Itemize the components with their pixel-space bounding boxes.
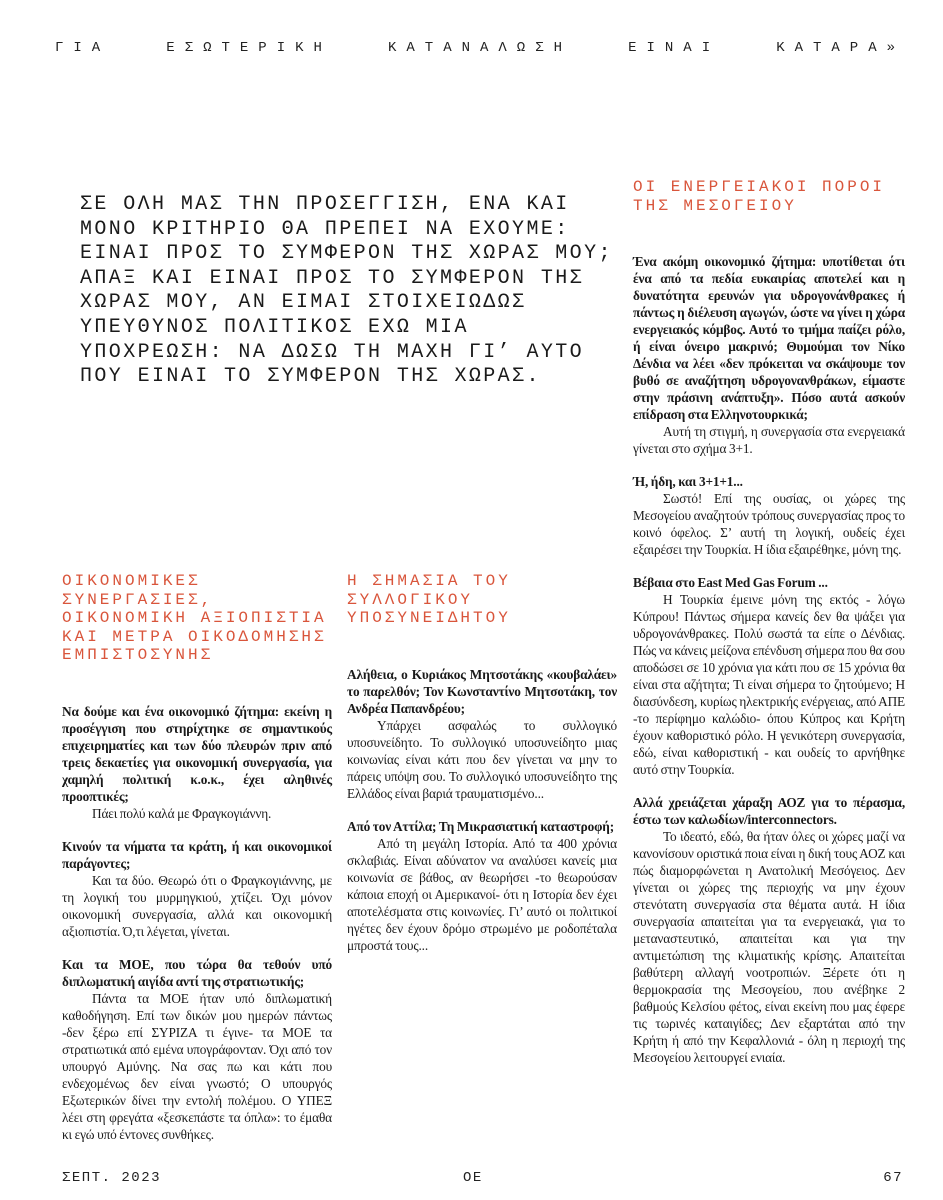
answer: Υπάρχει ασφαλώς το συλλογικό υποσυνείδητο. Το συλλογικό υποσυνείδητο μιας κοινωνίας είναι κάτι που δεν γίνεται να μην το πάρεις υπόψη σου. Το συλλογικό υποσυνείδητο της Ελλάδος είναι βαριά τραυματισμένο... — [347, 717, 617, 801]
running-header-word: ΕΣΩΤΕΡΙΚΗ — [166, 40, 332, 56]
answer: Πάντα τα ΜΟΕ ήταν υπό διπλωματική καθοδήγηση. Επί των δικών μου ημερών πάντως -δεν ξέρω επί ΣΥΡΙΖΑ τι έγινε- τα ΜΟΕ τα στρατιωτικά από εμένα υπογράφονταν. Όχι από τον υπουργό Αμύνης. Να σας πω και κάτι που ενδεχομένως δεν είναι γνωστό; Ο υπουργός Εξωτερικών δίνει την εντολή πολέμου. Ο ΥΠΕΞ λέει στη φρεγάτα «ξεσκεπάστε τα όπλα»: το έμαθα κι εγώ υπό έντονες συνθήκες. — [62, 990, 332, 1142]
running-header-word: ΓΙΑ — [55, 40, 111, 56]
qa-block — [347, 666, 617, 802]
question: Κινούν τα νήματα τα κράτη, ή και οικονομικοί παράγοντες; — [62, 838, 332, 871]
question: Αλήθεια, ο Κυριάκος Μητσοτάκης «κουβαλάει» το παρελθόν; Τον Κωνσταντίνο Μητσοτάκη, τον Ανδρέα Παπανδρέου; — [347, 666, 617, 716]
answer: Το ιδεατό, εδώ, θα ήταν όλες οι χώρες μαζί να κανονίσουν οριστικά ποια είναι η δική τους ΑΟΖ και πώς διαμορφώνεται η Ανατολική Μεσόγειος. Δεν γίνεται οι χώρες της περιοχής να μην έχουν στενότατη συνεργασία στα θέματα αυτά. Η ίδια συνεργασία απαιτείται για τα ενεργειακά, για το μεταναστευτικό, απαιτείται και για την αντιμετώπιση της κλιματικής κρίσης. Απαιτείται βαθύτερη αλλαγή νοοτροπιών. Ξέρετε ότι η θερμοκρασία της Μεσογείου, που ανέβηκε 2 βαθμούς Κελσίου φέτος, είναι εκείνη που μας έφερε τις τωρινές καταιγίδες; Δεν εξαρτάται από την Κρήτη ή από την Κεφαλλονιά - όλη η περιοχή της Μεσογείου λειτουργεί ενιαία. — [633, 829, 905, 1065]
answer: Σωστό! Επί της ουσίας, οι χώρες της Μεσογείου αναζητούν τρόπους συνεργασίας προς το κοινό όφελος. Σ’ αυτή τη λογική, ουδείς έχει εξαιρέσει την Τουρκία. Η ίδια εξαιρέθηκε, μόνη της. — [633, 491, 905, 557]
section-heading: ΟΙ ΕΝΕΡΓΕΙΑΚΟΙ ΠΟΡΟΙ ΤΗΣ ΜΕΣΟΓΕΙΟΥ — [633, 178, 886, 215]
answer: Αυτή τη στιγμή, η συνεργασία στα ενεργειακά γίνεται στο σχήμα 3+1. — [633, 424, 905, 456]
answer: Η Τουρκία έμεινε μόνη της εκτός - λόγω Κύπρου! Πάντως σήμερα κανείς δεν θα ψάξει για υδρογονάνθρακες. Πολύ σωστά τα είπε ο Δένδιας. Πώς να κάνεις μείζονα επένδυση σήμερα που θα σου αποδώσει σε 10 χρόνια για κάτι που σε 15 χρόνια θα είναι στα αζήτητα; Τι είναι σήμερα το ζητούμενο; Η διασύνδεση, κυρίως ηλεκτρικής ενέργειας, από ΑΠΕ -το περίφημο καλώδιο- όπου Κύπρος και Κρήτη έχουν καθοριστικό ρόλο. Η γενικότερη συνεργασία, εδώ, είναι καθοριστική - και ουδείς το αρνήθηκε αυτό στην Τουρκία. — [633, 592, 905, 777]
qa-block — [633, 574, 905, 778]
qa-block — [633, 253, 905, 457]
qa-block — [347, 818, 617, 954]
question: Ένα ακόμη οικονομικό ζήτημα: υποτίθεται ότι ένα από τα πεδία ευκαιρίας αποτελεί και η δυνατότητα ερευνών για υδρογονάνθρακες ή πάντως η διέλευση αγωγών, ώστε να γίνει η χώρα ενεργειακός κόμβος. Αυτό το τμήμα παίζει ρόλο, ή είναι όνειρο μακρινό; Θυμούμαι τον Νίκο Δένδια να λέει «δεν πρόκειται να σκάψουμε τον βυθό σε αναζήτηση υδρογονανθράκων, είμαστε στην πράσινη ανάπτυξη». Πόσο αυτά ασκούν επίδραση στα Ελληνοτουρκικά; — [633, 254, 905, 422]
running-header-word: ΕΙΝΑΙ — [628, 40, 721, 56]
qa-block — [62, 956, 332, 1143]
footer-mark: ΟΕ — [463, 1170, 483, 1186]
running-header-word: ΚΑΤΑΡΑ» — [776, 40, 905, 56]
column-energy-resources — [633, 178, 905, 1066]
qa-block — [633, 473, 905, 558]
answer: Πάει πολύ καλά με Φραγκογιάννη. — [92, 805, 272, 821]
running-header — [55, 40, 905, 56]
section-heading: ΟΙΚΟΝΟΜΙΚΕΣ ΣΥΝΕΡΓΑΣΙΕΣ, ΟΙΚΟΝΟΜΙΚΗ ΑΞΙΟΠΙΣΤΙΑ ΚΑΙ ΜΕΤΡΑ ΟΙΚΟΔΟΜΗΣΗΣ ΕΜΠΙΣΤΟΣΥΝΗΣ — [62, 572, 327, 664]
qa-block — [62, 703, 332, 822]
qa-block — [62, 838, 332, 940]
qa-block — [633, 794, 905, 1066]
column-economic-cooperation — [62, 572, 332, 1143]
question: Από τον Αττίλα; Τη Μικρασιατική καταστροφή; — [347, 818, 614, 834]
question: Αλλά χρειάζεται χάραξη ΑΟΖ για το πέρασμα, έστω των καλωδίων/interconnectors. — [633, 795, 905, 827]
question: Και τα ΜΟΕ, που τώρα θα τεθούν υπό διπλωματική αιγίδα αντί της στρατιωτικής; — [62, 956, 332, 989]
page-number: 67 — [883, 1170, 903, 1186]
footer-date: ΣΕΠΤ. 2023 — [62, 1170, 162, 1186]
running-header-word: ΚΑΤΑΝΑΛΩΣΗ — [388, 40, 573, 56]
question: Βέβαια στο East Med Gas Forum ... — [633, 575, 828, 590]
pull-quote: ΣΕ ΟΛΗ ΜΑΣ ΤΗΝ ΠΡΟΣΕΓΓΙΣΗ, ΕΝΑ ΚΑΙ ΜΟΝΟ ΚΡΙΤΗΡΙΟ ΘΑ ΠΡΕΠΕΙ ΝΑ ΕΧΟΥΜΕ: ΕΙΝΑΙ ΠΡΟΣ ΤΟ ΣΥΜΦΕΡΟΝ ΤΗΣ ΧΩΡΑΣ ΜΟΥ; ΑΠΑΞ ΚΑΙ ΕΙΝΑΙ ΠΡΟΣ ΤΟ ΣΥΜΦΕΡΟΝ ΤΗΣ ΧΩΡΑΣ ΜΟΥ, ΑΝ ΕΙΜΑΙ ΣΤΟΙΧΕΙΩΔΩΣ ΥΠΕΥΘΥΝΟΣ ΠΟΛΙΤΙΚΟΣ ΕΧΩ ΜΙΑ ΥΠΟΧΡΕΩΣΗ: ΝΑ ΔΩΣΩ ΤΗ ΜΑΧΗ ΓΙ’ ΑΥΤΟ ΠΟΥ ΕΙΝΑΙ ΤΟ ΣΥΜΦΕΡΟΝ ΤΗΣ ΧΩΡΑΣ. — [80, 193, 613, 389]
column-collective-subconscious — [347, 572, 617, 954]
section-heading: Η ΣΗΜΑΣΙΑ ΤΟΥ ΣΥΛΛΟΓΙΚΟΥ ΥΠΟΣΥΝΕΙΔΗΤΟΥ — [347, 572, 511, 627]
question: Ή, ήδη, και 3+1+1... — [633, 474, 743, 489]
question: Να δούμε και ένα οικονομικό ζήτημα: εκείνη η προσέγγιση που στηρίχτηκε σε σημαντικούς επιχειρηματίες και των δύο πλευρών πριν από τρεις δεκαετίες για οικονομική συνεργασία, για χαμηλή πολιτική κ.ο.κ., έχει αληθινές προοπτικές; — [62, 703, 332, 804]
answer: Από τη μεγάλη Ιστορία. Από τα 400 χρόνια σκλαβιάς. Είναι αδύνατον να αναλύσει κανείς μια κοινωνία σε βάθος, αν θεωρήσει -το θεωρούσαν κάποια εποχή οι Αμερικανοί- ότι η Ιστορία δεν έχει αποτελέσματα στις κοινωνίες. Γι’ αυτό οι πολιτικοί ηγέτες δεν έχουν δρόμο στρωμένο με ροδοπέταλα μπροστά τους... — [347, 835, 617, 953]
answer: Και τα δύο. Θεωρώ ότι ο Φραγκογιάννης, με τη λογική του μυρμηγκιού, χτίζει. Όχι μόνον οικονομική συνεργασία, αλλά και οικονομική αξιοπιστία. Ό,τι λέγεται, γίνεται. — [62, 872, 332, 939]
